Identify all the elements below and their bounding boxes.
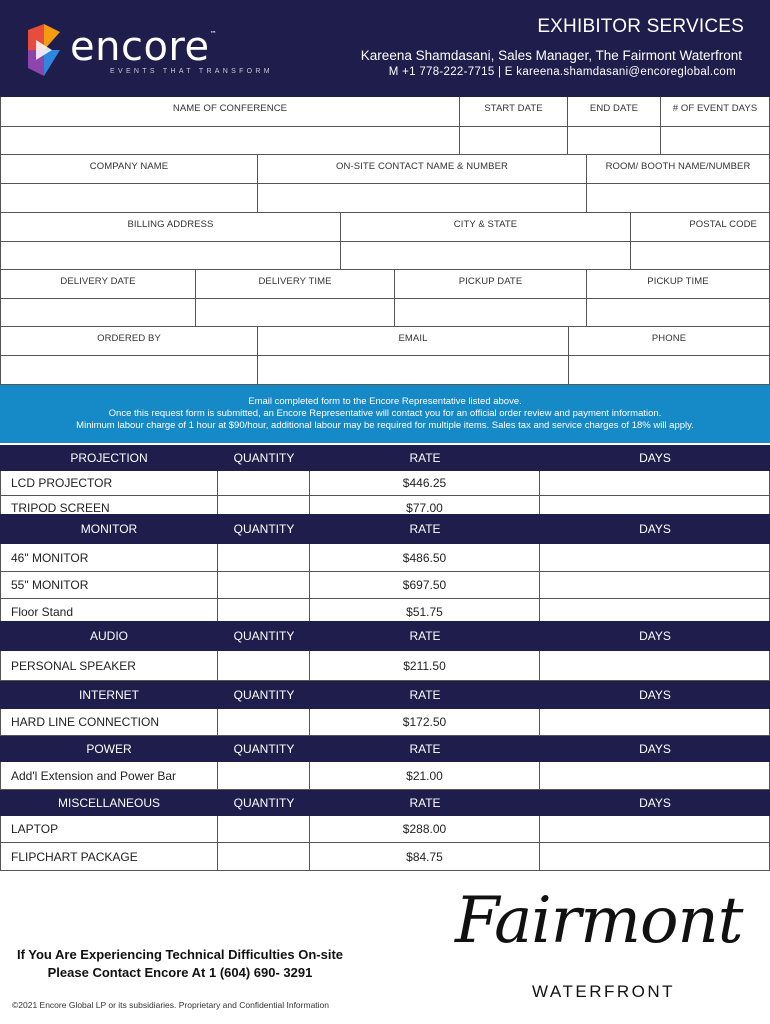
label-postal-code: POSTAL CODE xyxy=(631,213,770,242)
label-phone: PHONE xyxy=(569,327,770,356)
label-delivery-time: DELIVERY TIME xyxy=(196,270,395,299)
item-name: PERSONAL SPEAKER xyxy=(0,651,218,680)
encore-logo xyxy=(22,22,273,82)
col-days: DAYS xyxy=(639,688,671,702)
field-pickup-time[interactable] xyxy=(587,299,770,327)
item-name: Add'l Extension and Power Bar xyxy=(0,762,218,789)
label-room-booth: ROOM/ BOOTH NAME/NUMBER xyxy=(587,155,770,184)
days-field[interactable] xyxy=(540,816,770,842)
item-rate: $77.00 xyxy=(310,496,540,514)
label-start-date: START DATE xyxy=(460,97,568,127)
section-header-power xyxy=(0,736,770,762)
field-company-name[interactable] xyxy=(0,184,258,213)
item-rate: $172.50 xyxy=(310,709,540,735)
section-title: AUDIO xyxy=(89,629,128,643)
field-delivery-time[interactable] xyxy=(196,299,395,327)
technical-support-message xyxy=(0,946,360,982)
field-pickup-date[interactable] xyxy=(395,299,587,327)
fairmont-waterfront-logo xyxy=(455,884,755,1004)
item-rate: $51.75 xyxy=(310,599,540,621)
col-rate: RATE xyxy=(409,451,441,465)
quantity-field[interactable] xyxy=(218,471,310,495)
label-pickup-time: PICKUP TIME xyxy=(587,270,770,299)
field-phone[interactable] xyxy=(569,356,770,385)
quantity-field[interactable] xyxy=(218,843,310,870)
table-row xyxy=(0,599,770,621)
section-title: MISCELLANEOUS xyxy=(57,796,161,810)
item-name: LCD PROJECTOR xyxy=(0,471,218,495)
col-quantity: QUANTITY xyxy=(233,688,295,702)
table-row xyxy=(0,544,770,572)
quantity-field[interactable] xyxy=(218,762,310,789)
label-delivery-date: DELIVERY DATE xyxy=(0,270,196,299)
section-title: PROJECTION xyxy=(70,451,148,465)
item-rate: $446.25 xyxy=(310,471,540,495)
field-start-date[interactable] xyxy=(460,127,568,155)
quantity-field[interactable] xyxy=(218,496,310,514)
col-rate: RATE xyxy=(409,796,441,810)
field-postal-code[interactable] xyxy=(631,242,770,270)
table-row xyxy=(0,471,770,496)
field-event-days[interactable] xyxy=(661,127,770,155)
label-pickup-date: PICKUP DATE xyxy=(395,270,587,299)
col-rate: RATE xyxy=(409,742,441,756)
support-line-2: Please Contact Encore At 1 (604) 690- 3291 xyxy=(47,965,313,980)
support-line-1: If You Are Experiencing Technical Difficulties On-site xyxy=(16,947,344,962)
item-rate: $288.00 xyxy=(310,816,540,842)
page-title: EXHIBITOR SERVICES xyxy=(537,16,744,37)
col-rate: RATE xyxy=(409,688,441,702)
submission-notice xyxy=(0,385,770,443)
label-billing-address: BILLING ADDRESS xyxy=(0,213,341,242)
item-name: FLIPCHART PACKAGE xyxy=(0,843,218,870)
table-row xyxy=(0,709,770,736)
table-row xyxy=(0,762,770,790)
table-row xyxy=(0,572,770,599)
table-row xyxy=(0,843,770,871)
item-name: LAPTOP xyxy=(0,816,218,842)
field-room-booth[interactable] xyxy=(587,184,770,213)
quantity-field[interactable] xyxy=(218,599,310,621)
item-rate: $211.50 xyxy=(310,651,540,680)
col-days: DAYS xyxy=(639,451,671,465)
logo-wordmark: encore™ xyxy=(70,24,218,70)
quantity-field[interactable] xyxy=(218,572,310,598)
field-name-of-conference[interactable] xyxy=(0,127,460,155)
item-rate: $84.75 xyxy=(310,843,540,870)
col-days: DAYS xyxy=(639,522,671,536)
days-field[interactable] xyxy=(540,843,770,870)
notice-line-2: Once this request form is submitted, an Encore Representative will contact you for an official order review and payment information. xyxy=(108,408,662,419)
days-field[interactable] xyxy=(540,762,770,789)
field-end-date[interactable] xyxy=(568,127,661,155)
waterfront-label: WATERFRONT xyxy=(532,982,676,1001)
section-header-audio xyxy=(0,621,770,651)
header-banner xyxy=(0,0,770,97)
days-field[interactable] xyxy=(540,544,770,571)
item-name: TRIPOD SCREEN xyxy=(0,496,218,514)
table-row xyxy=(0,816,770,843)
days-field[interactable] xyxy=(540,599,770,621)
col-quantity: QUANTITY xyxy=(233,451,295,465)
field-email[interactable] xyxy=(258,356,569,385)
table-row xyxy=(0,651,770,681)
field-onsite-contact[interactable] xyxy=(258,184,587,213)
section-header-miscellaneous xyxy=(0,790,770,816)
label-city-state: CITY & STATE xyxy=(341,213,631,242)
quantity-field[interactable] xyxy=(218,544,310,571)
section-header-projection xyxy=(0,445,770,471)
contact-phone-email-line: M +1 778-222-7715 | E kareena.shamdasani@encoreglobal.com xyxy=(388,66,736,78)
col-days: DAYS xyxy=(639,742,671,756)
days-field[interactable] xyxy=(540,651,770,680)
section-title: POWER xyxy=(86,742,132,756)
item-name: 55" MONITOR xyxy=(0,572,218,598)
label-name-of-conference: NAME OF CONFERENCE xyxy=(0,97,460,127)
col-days: DAYS xyxy=(639,796,671,810)
item-rate: $21.00 xyxy=(310,762,540,789)
section-title: INTERNET xyxy=(79,688,139,702)
encore-logo-mark-icon xyxy=(22,22,66,78)
section-header-internet xyxy=(0,681,770,709)
table-row xyxy=(0,496,770,514)
notice-line-1: Email completed form to the Encore Representative listed above. xyxy=(248,396,522,407)
item-rate: $697.50 xyxy=(310,572,540,598)
col-rate: RATE xyxy=(409,522,441,536)
logo-tagline: EVENTS THAT TRANSFORM xyxy=(110,68,273,75)
item-name: HARD LINE CONNECTION xyxy=(0,709,218,735)
days-field[interactable] xyxy=(540,471,770,495)
item-name: 46" MONITOR xyxy=(0,544,218,571)
label-email: EMAIL xyxy=(258,327,569,356)
field-ordered-by[interactable] xyxy=(0,356,258,385)
col-quantity: QUANTITY xyxy=(233,522,295,536)
quantity-field[interactable] xyxy=(218,709,310,735)
item-name: Floor Stand xyxy=(0,599,218,621)
label-end-date: END DATE xyxy=(568,97,661,127)
label-onsite-contact: ON-SITE CONTACT NAME & NUMBER xyxy=(258,155,587,184)
field-city-state[interactable] xyxy=(341,242,631,270)
col-days: DAYS xyxy=(639,629,671,643)
field-delivery-date[interactable] xyxy=(0,299,196,327)
item-rate: $486.50 xyxy=(310,544,540,571)
section-header-monitor xyxy=(0,514,770,544)
notice-line-3: Minimum labour charge of 1 hour at $90/hour, additional labour may be required for multiple items. Sales tax and service charges of 18% will apply. xyxy=(76,420,694,431)
col-rate: RATE xyxy=(409,629,441,643)
copyright-notice: ©2021 Encore Global LP or its subsidiaries. Proprietary and Confidential Information xyxy=(12,1000,329,1010)
label-event-days: # OF EVENT DAYS xyxy=(661,97,770,127)
field-billing-address[interactable] xyxy=(0,242,341,270)
section-title: MONITOR xyxy=(80,522,138,536)
days-field[interactable] xyxy=(540,496,770,514)
label-ordered-by: ORDERED BY xyxy=(0,327,258,356)
col-quantity: QUANTITY xyxy=(233,796,295,810)
col-quantity: QUANTITY xyxy=(233,742,295,756)
col-quantity: QUANTITY xyxy=(233,629,295,643)
contact-name-line: Kareena Shamdasani, Sales Manager, The Fairmont Waterfront xyxy=(360,48,742,63)
quantity-field[interactable] xyxy=(218,816,310,842)
fairmont-script-wordmark: Fairmont xyxy=(455,884,743,958)
days-field[interactable] xyxy=(540,709,770,735)
label-company-name: COMPANY NAME xyxy=(0,155,258,184)
quantity-field[interactable] xyxy=(218,651,310,680)
days-field[interactable] xyxy=(540,572,770,598)
